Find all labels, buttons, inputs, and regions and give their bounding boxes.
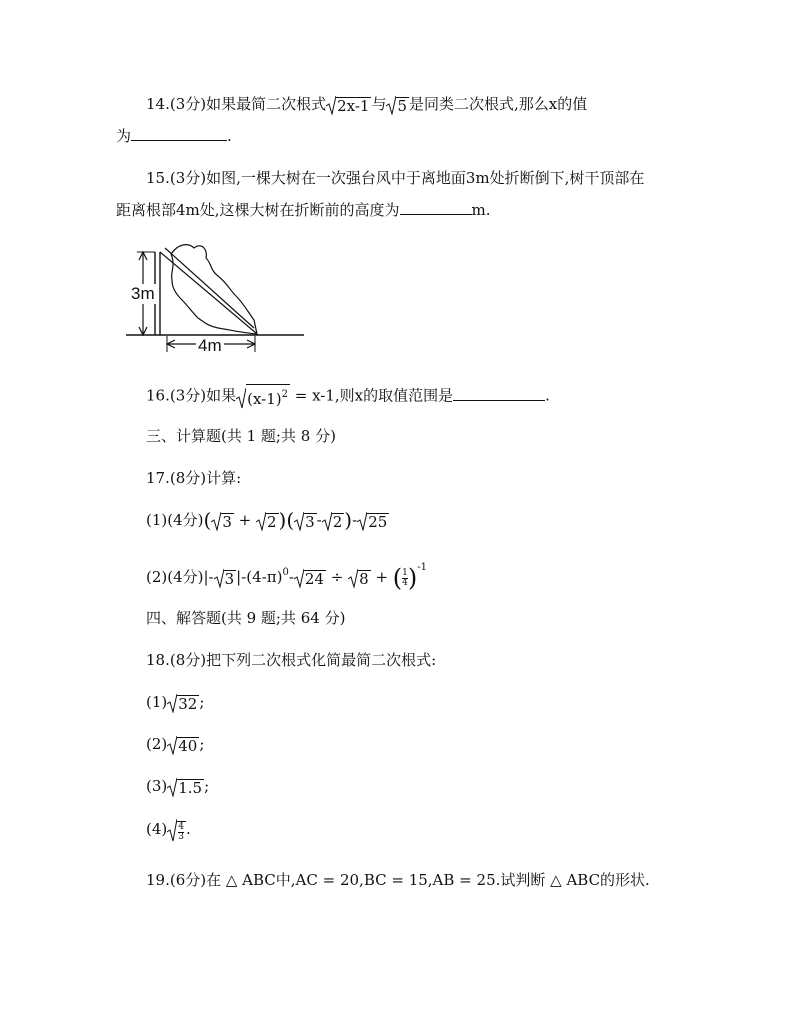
- q19-text: 19.(6分)在 △ ABC中,AC = 20,BC = 15,AB = 25.试判断 △ ABC的形状.: [146, 871, 650, 889]
- tree-crown: [171, 245, 257, 334]
- q16-line: 16.(3分)如果 $(x-1)^2$ = x-1,则x的取值范围是 .: [146, 384, 550, 409]
- q14-text-b: 与: [371, 95, 387, 113]
- q14-answer-blank[interactable]: [131, 126, 227, 141]
- q14-text-a: 14.(3分)如果最简二次根式: [146, 95, 327, 113]
- section3-title: 三、计算题(共 1 题;共 8 分): [146, 427, 336, 445]
- q17-part2: (2)(4分)|- 3 $|-(4-\pi)^0-$ 24 ÷ 8 + ( $\frac{1}{4}$ )$^{-1}$: [146, 562, 428, 592]
- q14-text-c: 是同类二次根式,那么x的值: [409, 95, 588, 113]
- q15-answer-blank[interactable]: [400, 200, 472, 215]
- q18-item-2: (2) 40 ;: [146, 735, 205, 755]
- q18-item-3: (3) 1.5 ;: [146, 777, 210, 797]
- q18-title: 18.(8分)把下列二次根式化简最简二次根式:: [146, 651, 437, 669]
- q16-answer-blank[interactable]: [453, 386, 545, 401]
- q16-radical: $(x-1)^2$: [236, 384, 290, 409]
- q14-radical-1: 2x-1: [326, 95, 371, 115]
- q15-line1: 15.(3分)如图,一棵大树在一次强台风中于离地面3m处折断倒下,树干顶部在: [146, 169, 645, 187]
- fallen-trunk: [160, 252, 256, 333]
- q18-item-1: (1) 32 ;: [146, 693, 205, 713]
- q14-radical-2: 5: [386, 95, 409, 115]
- q18-item-4: (4) $\frac{4}{3}$ .: [146, 820, 191, 842]
- q15-line2: 距离根部4m处,这棵大树在折断前的高度为 m.: [116, 201, 491, 219]
- q17-part1: (1)(4分)( 3 + 2 )( 3 - 2 )- 25: [146, 508, 388, 532]
- height-label: 3m: [131, 284, 155, 303]
- q14-line2: 为 .: [116, 127, 232, 145]
- section4-title: 四、解答题(共 9 题;共 64 分): [146, 609, 346, 627]
- q14-line1: [146, 94, 587, 115]
- width-label: 4m: [198, 336, 222, 355]
- q17-title: 17.(8分)计算:: [146, 469, 242, 487]
